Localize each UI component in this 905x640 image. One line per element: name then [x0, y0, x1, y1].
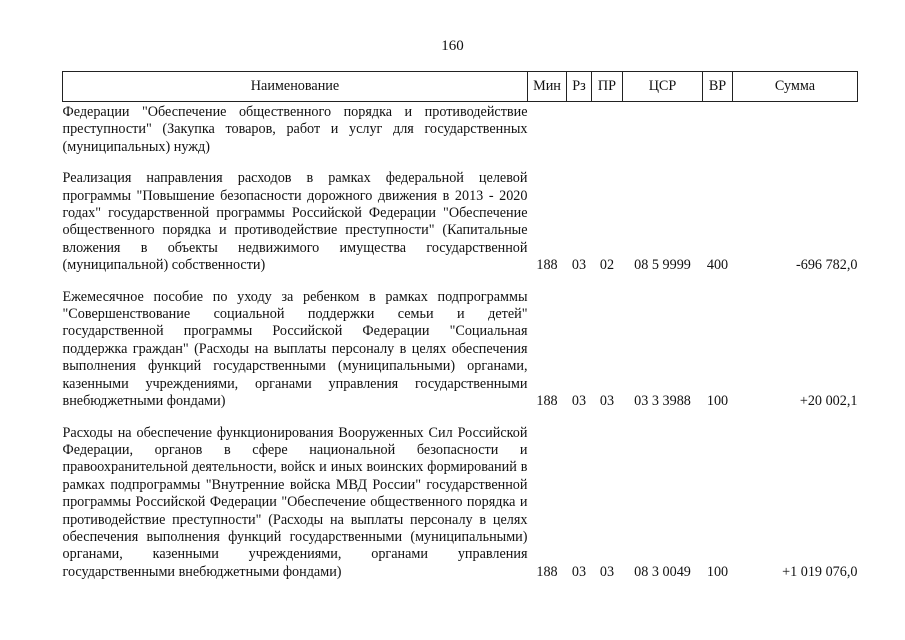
- row-rz: 03: [571, 563, 587, 580]
- row-sum: +20 002,1: [799, 393, 858, 410]
- row-vr: 100: [706, 393, 729, 410]
- row-pr: 02: [599, 257, 615, 274]
- table-header-row: [63, 72, 858, 102]
- row-rz: 03: [571, 257, 587, 274]
- row-name: Федерации "Обеспечение общественного порядка и противодействие преступности" (Закупка товаров, работ и услуг для государственных (муниципальных) нужд): [62, 104, 528, 155]
- header-min: Мин: [528, 72, 567, 102]
- row-min: 188: [536, 257, 558, 274]
- row-pr: [592, 102, 623, 157]
- row-pr: 03: [599, 563, 615, 580]
- row-csr: 03 3 3988: [634, 393, 691, 410]
- row-vr: [703, 102, 733, 157]
- header-rz: Рз: [567, 72, 592, 102]
- row-name: Реализация направления расходов в рамках федеральной целевой программы "Повышение безопасности дорожного движения в 2013 - 2020 годах" государственной программы Российской Федерации "Обеспечение общественного порядка и противодействие преступности" (Капитальные вложения в объекты недвижимого имущества государственной (муниципальной) собственности): [62, 170, 528, 274]
- row-pr: 03: [599, 393, 615, 410]
- header-vr: ВР: [703, 72, 733, 102]
- table-row: [63, 102, 858, 157]
- header-pr: ПР: [592, 72, 623, 102]
- row-vr: 100: [706, 563, 729, 580]
- table-row: [63, 156, 858, 274]
- budget-table: [62, 71, 858, 581]
- row-rz: [567, 102, 592, 157]
- row-min: [528, 102, 567, 157]
- header-name: Наименование: [63, 72, 528, 102]
- row-rz: 03: [571, 393, 587, 410]
- row-min: 188: [536, 393, 558, 410]
- row-sum: +1 019 076,0: [782, 563, 858, 580]
- row-sum: -696 782,0: [796, 257, 858, 274]
- row-csr: 08 3 0049: [634, 563, 691, 580]
- header-csr: ЦСР: [623, 72, 703, 102]
- table-row: [63, 275, 858, 411]
- row-csr: 08 5 9999: [634, 257, 691, 274]
- page-number: 160: [441, 38, 464, 54]
- row-sum: [733, 102, 858, 157]
- table-row: [63, 411, 858, 582]
- row-vr: 400: [706, 257, 729, 274]
- row-name: Ежемесячное пособие по уходу за ребенком в рамках подпрограммы "Совершенствование социальной поддержки семьи и детей" государственной программы Российской Федерации "Социальная поддержка граждан" (Расходы на выплаты персоналу в целях обеспечения выполнения функций государственными (муниципальными) органами, казенными учреждениями, органами управления государственными внебюджетными фондами): [62, 288, 528, 410]
- row-csr: [623, 102, 703, 157]
- row-name: Расходы на обеспечение функционирования Вооруженных Сил Российской Федерации, органов в сфере национальной безопасности и правоохранительной деятельности, войск и иных воинских формирований в рамках подпрограммы "Внутренние войска МВД России" государственной программы Российской Федерации "Обеспечение общественного порядка и противодействие преступности" (Расходы на выплаты персоналу в целях обеспечения выполнения функций государственными (муниципальными) органами, казенными учреждениями, органами управления государственными внебюджетными фондами): [62, 424, 528, 580]
- header-sum: Сумма: [733, 72, 858, 102]
- row-min: 188: [536, 563, 558, 580]
